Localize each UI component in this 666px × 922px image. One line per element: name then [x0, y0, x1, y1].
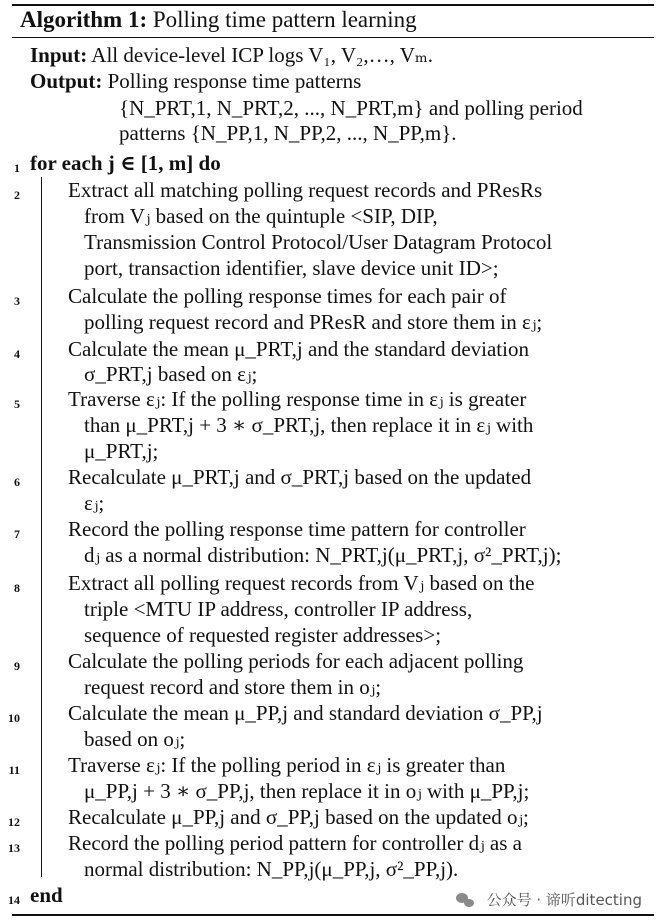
output-text-1: Polling response time patterns [107, 69, 362, 93]
line-number: 13 [8, 841, 20, 855]
output-line-3: patterns {N_PP,1, N_PP,2, ..., N_PP,m}. [119, 121, 457, 145]
line-text: Record the polling response time pattern for controller [68, 517, 526, 541]
line-number: 14 [8, 893, 20, 907]
line-number: 8 [14, 581, 20, 595]
line-text: μ_PRT,j; [84, 439, 159, 463]
algorithm-title-label: Algorithm 1: [20, 7, 148, 32]
line-text: Extract all matching polling request records and PResRs [68, 178, 543, 202]
line-text: Recalculate μ_PP,j and σ_PP,j based on the updated oⱼ; [68, 805, 529, 829]
line-text: dⱼ as a normal distribution: N_PRT,j(μ_PRT,j, σ²_PRT,j); [84, 543, 562, 567]
line-number: 3 [14, 294, 20, 308]
line-text: port, transaction identifier, slave device unit ID>; [84, 256, 499, 280]
loop-indent-bar [41, 177, 42, 877]
line-number: 4 [14, 347, 20, 361]
line-text: polling request record and PResR and store them in εⱼ; [84, 310, 543, 334]
line-text: Calculate the mean μ_PRT,j and the standard deviation [68, 337, 529, 361]
watermark-text: 公众号 · 谛听ditecting [486, 891, 642, 909]
line-text: Record the polling period pattern for controller dⱼ as a [68, 831, 522, 855]
line-number: 6 [14, 475, 20, 489]
output-label: Output: [30, 69, 103, 93]
input-text: All device-level ICP logs V₁, V₂,…, Vₘ. [91, 43, 434, 67]
line-text: Transmission Control Protocol/User Datagram Protocol [84, 230, 553, 254]
output-line [30, 69, 361, 93]
line-text: μ_PP,j + 3 ∗ σ_PP,j, then replace it in oⱼ with μ_PP,j; [84, 779, 530, 803]
line-text: sequence of requested register addresses>; [84, 623, 442, 647]
line-text: normal distribution: N_PP,j(μ_PP,j, σ²_PP,j). [84, 857, 459, 881]
line-text: σ_PRT,j based on εⱼ; [84, 362, 258, 386]
watermark [456, 889, 642, 910]
bottom-rule [12, 914, 654, 916]
line-number: 5 [14, 397, 20, 411]
line-text: Calculate the polling response times for each pair of [68, 284, 507, 308]
line-number: 10 [8, 711, 20, 725]
output-line-2: {N_PRT,1, N_PRT,2, ..., N_PRT,m} and polling period [119, 96, 583, 120]
title-rule [12, 37, 654, 38]
line-text: based on oⱼ; [84, 727, 186, 751]
line-text: end [30, 883, 63, 907]
input-line [30, 43, 433, 67]
line-text: Recalculate μ_PRT,j and σ_PRT,j based on the updated [68, 465, 532, 489]
line-number: 7 [14, 527, 20, 541]
input-label: Input: [30, 43, 88, 67]
line-number: 1 [14, 161, 20, 175]
line-number: 9 [14, 659, 20, 673]
wechat-icon [456, 892, 476, 908]
line-number: 11 [8, 763, 20, 777]
line-text: Calculate the mean μ_PP,j and standard deviation σ_PP,j [68, 701, 543, 725]
line-text: Calculate the polling periods for each adjacent polling [68, 649, 524, 673]
line-number: 2 [14, 188, 20, 202]
line-text: for each j ∈ [1, m] do [30, 151, 221, 175]
line-text: than μ_PRT,j + 3 ∗ σ_PRT,j, then replace it in εⱼ with [84, 413, 534, 437]
line-text: from Vⱼ based on the quintuple <SIP, DIP, [84, 204, 438, 228]
line-text: request record and store them in oⱼ; [84, 675, 382, 699]
algorithm-title [20, 3, 417, 37]
line-number: 12 [8, 815, 20, 829]
line-text: Extract all polling request records from Vⱼ based on the [68, 571, 535, 595]
line-text: triple <MTU IP address, controller IP address, [84, 597, 473, 621]
line-text: εⱼ; [84, 491, 105, 515]
line-text: Traverse εⱼ: If the polling period in εⱼ is greater than [68, 753, 506, 777]
algorithm-title-text: Polling time pattern learning [152, 7, 417, 32]
line-text: Traverse εⱼ: If the polling response time in εⱼ is greater [68, 387, 527, 411]
